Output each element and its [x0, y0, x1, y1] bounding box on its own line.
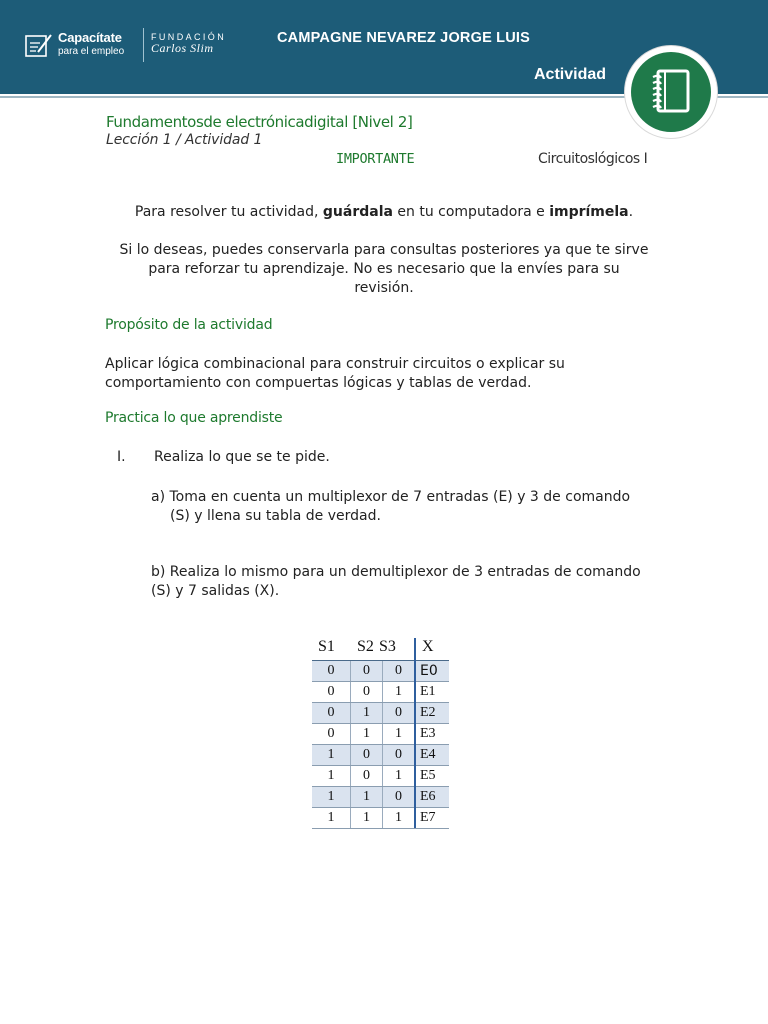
- purpose-text: Aplicar lógica combinacional para construir circuitos o explicar su comportamiento con compuertas lógicas y tablas de verdad.: [105, 356, 565, 391]
- cell-s1: 0: [327, 705, 335, 720]
- foundation-label: FUNDACIÓN: [151, 32, 227, 42]
- table-row: [312, 661, 449, 682]
- cell-s2: 0: [350, 766, 382, 786]
- truth-table: [312, 638, 452, 828]
- cell-s2: 1: [350, 703, 382, 723]
- cell-s1: 0: [327, 684, 335, 699]
- cell-s3: 0: [382, 787, 414, 807]
- bold-save: guárdala: [322, 204, 393, 220]
- bold-print: imprímela: [549, 204, 629, 220]
- cell-s2: 0: [350, 745, 382, 765]
- exercise-b: b) Realiza lo mismo para un demultiplexor de 3 entradas de comando (S) y 7 salidas (X).: [151, 564, 641, 599]
- purpose-heading: Propósito de la actividad: [105, 317, 273, 333]
- keep-note: Si lo deseas, puedes conservarla para consultas posteriores ya que te sirve para reforzar tu aprendizaje. No es necesario que la envíes para su revisión.: [119, 242, 649, 296]
- section-label: Actividad: [534, 66, 607, 83]
- activity-badge: [625, 46, 717, 138]
- practice-heading: Practica lo que aprendiste: [105, 410, 283, 426]
- cell-s3: 1: [382, 766, 414, 786]
- logo-brand-tagline: para el empleo: [58, 46, 125, 57]
- cell-s3: 1: [382, 808, 414, 828]
- cell-s3: 1: [382, 682, 414, 702]
- cell-x: E1: [420, 684, 436, 699]
- cell-x: E2: [420, 705, 436, 720]
- cell-s2: 0: [350, 661, 382, 681]
- table-row: [312, 808, 449, 829]
- course-title: Fundamentosde electrónicadigital [Nivel 2]: [106, 113, 413, 131]
- cell-s2: 1: [350, 724, 382, 744]
- header-s3: S3: [379, 638, 396, 655]
- foundation-logo: [151, 32, 226, 56]
- cell-x: E4: [420, 747, 436, 762]
- list-numeral: I.: [117, 449, 126, 465]
- topic-label: Circuitoslógicos I: [538, 151, 648, 167]
- cell-x: E5: [420, 768, 436, 783]
- cell-s2: 1: [350, 808, 382, 828]
- exercise-a: a) Toma en cuenta un multiplexor de 7 entradas (E) y 3 de comando (S) y llena su tabla de verdad.: [151, 489, 631, 524]
- cell-s3: 1: [382, 724, 414, 744]
- table-separator: [414, 638, 416, 828]
- cell-s2: 1: [350, 787, 382, 807]
- cell-s3: 0: [382, 703, 414, 723]
- cell-s1: 1: [327, 810, 335, 825]
- lesson-label: Lección 1 / Actividad 1: [106, 132, 263, 148]
- capacitate-logo: [24, 30, 144, 62]
- practice-instruction: Realiza lo que se te pide.: [154, 449, 330, 465]
- table-row: [312, 682, 449, 703]
- cell-x: E0: [420, 663, 438, 679]
- foundation-signature: Carlos Slim: [151, 41, 214, 55]
- header-x: X: [422, 638, 434, 655]
- table-row: [312, 745, 449, 766]
- header-s1: S1: [318, 638, 335, 655]
- table-row: [312, 766, 449, 787]
- cell-s1: 0: [327, 663, 335, 678]
- table-row: [312, 787, 449, 808]
- table-row: [312, 724, 449, 745]
- cell-s1: 1: [327, 768, 335, 783]
- important-label: IMPORTANTE: [336, 151, 415, 167]
- cell-s1: 1: [327, 789, 335, 804]
- logo-brand-name: Capacítate: [58, 30, 122, 45]
- table-body: [312, 661, 449, 829]
- cell-s3: 0: [382, 745, 414, 765]
- cell-s3: 0: [382, 661, 414, 681]
- cell-x: E7: [420, 810, 436, 825]
- cell-s2: 0: [350, 682, 382, 702]
- cell-x: E3: [420, 726, 436, 741]
- save-print-instructions: Para resolver tu actividad, guárdala en tu computadora e imprímela.: [134, 204, 634, 220]
- cell-s1: 0: [327, 726, 335, 741]
- pen-paper-icon: [24, 32, 54, 58]
- cell-x: E6: [420, 789, 436, 804]
- header-s2: S2: [357, 638, 374, 655]
- logo-separator: [143, 28, 144, 62]
- student-name: CAMPAGNE NEVAREZ JORGE LUIS: [277, 30, 530, 46]
- table-row: [312, 703, 449, 724]
- cell-s1: 1: [327, 747, 335, 762]
- notebook-icon: [631, 52, 711, 132]
